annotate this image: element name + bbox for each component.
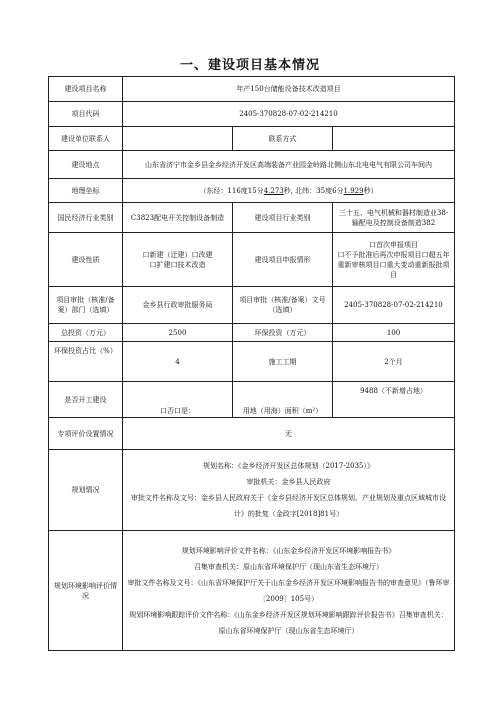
- table-row: [49, 342, 455, 382]
- table-row: [49, 382, 455, 418]
- special-assessment-label: 专项评价设置情况: [49, 418, 123, 450]
- plan-label: 规划情况: [49, 450, 123, 531]
- contact-method-value: [333, 127, 455, 151]
- table-row: [49, 287, 455, 324]
- project-info-table: [48, 76, 455, 651]
- special-assessment-value: 无: [123, 418, 455, 450]
- project-code-label: 项目代码: [49, 102, 123, 127]
- declare-label: 建设项目申报情形: [233, 233, 333, 287]
- approval-doc-value: 2405-370828-07-02-214210: [333, 287, 455, 324]
- location-value: 山东省济宁市金乡县金乡经济开发区高端装备产业园金岭路北侧山东北电电气有限公司车间内: [123, 151, 455, 179]
- env-ratio-label: 环保投资占比（%）: [49, 342, 123, 382]
- location-label: 建设地点: [49, 151, 123, 179]
- table-row: [49, 233, 455, 287]
- env-investment-value: 100: [333, 324, 455, 342]
- nature-label: 建设性质: [49, 233, 123, 287]
- table-row: [49, 127, 455, 151]
- approval-doc-label: 项目审批（核准/备案）文号（选填）: [233, 287, 333, 324]
- table-row: [49, 418, 455, 450]
- plan-value: 规划名称：《金乡经济开发区总体规划（2017-2035）》 审批机关：金乡县人民政府 审批文件名称及文号：金乡县人民政府关于《金乡县经济开发区总体规划、产业规划及重点区域城市设计》的批复（金政字[2018]81号）: [123, 450, 455, 531]
- approval-dept-value: 金乡县行政审批服务局: [123, 287, 233, 324]
- coordinates-value: （东经：116度15分4.273秒, 北纬：35度6分1.929秒）: [123, 179, 455, 203]
- project-code-value: 2405-370828-07-02-214210: [123, 102, 455, 127]
- contact-method-label: 联系方式: [233, 127, 333, 151]
- table-row: [49, 203, 455, 233]
- table-row: [49, 77, 455, 102]
- econ-category-label: 国民经济行业类别: [49, 203, 123, 233]
- project-name-label: 建设项目名称: [49, 77, 123, 102]
- construction-period-label: 施工工期: [233, 342, 333, 382]
- plan-env-label: 规划环境影响评价情况: [49, 531, 123, 651]
- table-row: [49, 102, 455, 127]
- table-row: [49, 179, 455, 203]
- industry-category-value: 三十五、电气机械和器材制造业38-输配电及控制设备制造382: [333, 203, 455, 233]
- env-ratio-value: 4: [123, 342, 233, 382]
- coordinates-label: 地理坐标: [49, 179, 123, 203]
- started-value: 口否口是：: [123, 382, 233, 418]
- econ-category-value: C3823配电开关控制设备制造: [123, 203, 233, 233]
- land-area-value: 9488（不新增占地）: [333, 382, 455, 418]
- table-row: [49, 324, 455, 342]
- table-row: [49, 450, 455, 531]
- contact-value: [123, 127, 233, 151]
- nature-value: 口新建（迁建）口改建 口扩建口技术改造: [123, 233, 233, 287]
- total-investment-value: 2500: [123, 324, 233, 342]
- project-name-value: 年产150台储能设备技术改造项目: [123, 77, 455, 102]
- table-row: [49, 531, 455, 651]
- table-row: [49, 151, 455, 179]
- declare-value: 口首次申报项目 口不予批准后再次申报项目口超五年重新审核项目口重大变动重新报批项目: [333, 233, 455, 287]
- page-title: 一、建设项目基本情况: [179, 58, 320, 73]
- contact-label: 建设单位联系人: [49, 127, 123, 151]
- approval-dept-label: 项目审批（核准/备案）部门（选填）: [49, 287, 123, 324]
- land-area-label: 用地（用海）面积（m²）: [233, 382, 333, 418]
- total-investment-label: 总投资（万元）: [49, 324, 123, 342]
- env-investment-label: 环保投资（万元）: [233, 324, 333, 342]
- plan-env-value: 规划环境影响评价文件名称：《山东金乡经济开发区环境影响报告书》 召集审查机关：原山东省环境保护厅（现山东省生态环境厅） 审批文件名称及文号：《山东省环境保护厅关于山东金乡经济开发区环境影响报告书的审查意见》（鲁环审〔2009〕105号） 规划环境影响跟踪评价文件名称：《山东金乡经济开发区规划环境影响跟踪评价报告书》召集审查机关：原山东省环境保护厅（现山东省生态环境厅）: [123, 531, 455, 651]
- construction-period-value: 2个月: [333, 342, 455, 382]
- started-label: 是否开工建设: [49, 382, 123, 418]
- industry-category-label: 建设项目行业类别: [233, 203, 333, 233]
